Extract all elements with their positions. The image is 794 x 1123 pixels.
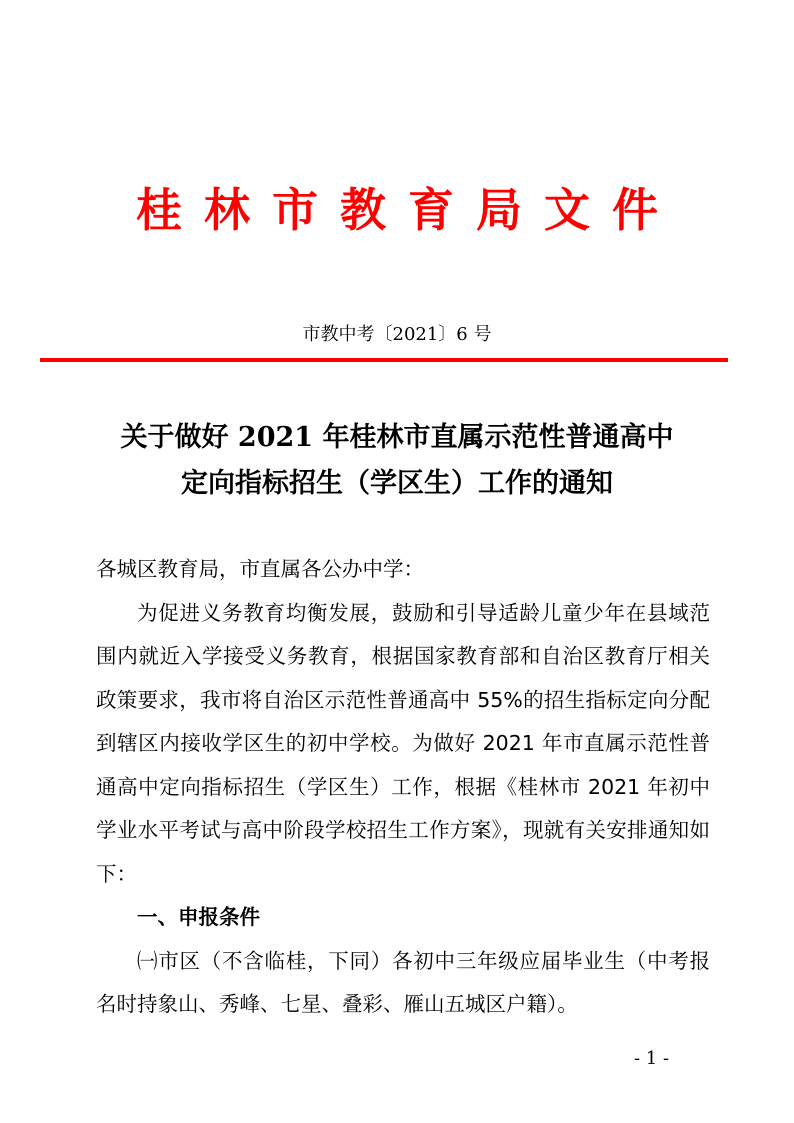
document-number: 市教中考〔2021〕6 号 bbox=[302, 324, 492, 345]
red-divider-line bbox=[40, 358, 728, 362]
issuer-title: 桂林市教育局文件 bbox=[136, 183, 680, 237]
notice-title-line-2: 定向指标招生（学区生）工作的通知 bbox=[181, 468, 613, 499]
page-number: - 1 - bbox=[634, 1048, 670, 1069]
body-item-1: ㈠市区（不含临桂，下同）各初中三年级应届毕业生（中考报名时持象山、秀峰、七星、叠彩、雁山五城区户籍）。 bbox=[96, 948, 710, 1016]
notice-title-line-1: 关于做好 2021 年桂林市直属示范性普通高中 bbox=[120, 422, 674, 453]
salutation: 各城区教育局，市直属各公办中学： bbox=[96, 557, 424, 581]
section-heading-1: 一、申报条件 bbox=[137, 905, 260, 929]
body-paragraph-1: 为促进义务教育均衡发展，鼓励和引导适龄儿童少年在县域范围内就近入学接受义务教育，根据国家教育部和自治区教育厅相关政策要求，我市将自治区示范性普通高中 55%的招生指标定向分配到辖区内接收学区生的初中学校。为做好 2021 年市直属示范性普通高中定向指标招生（学区生）工作，根据《桂林市 2021 年初中学业水平考试与高中阶段学校招生工作方案》，现就有关安排通知如下： bbox=[96, 600, 710, 886]
notice-title bbox=[60, 415, 734, 507]
notice-body bbox=[96, 548, 710, 1027]
